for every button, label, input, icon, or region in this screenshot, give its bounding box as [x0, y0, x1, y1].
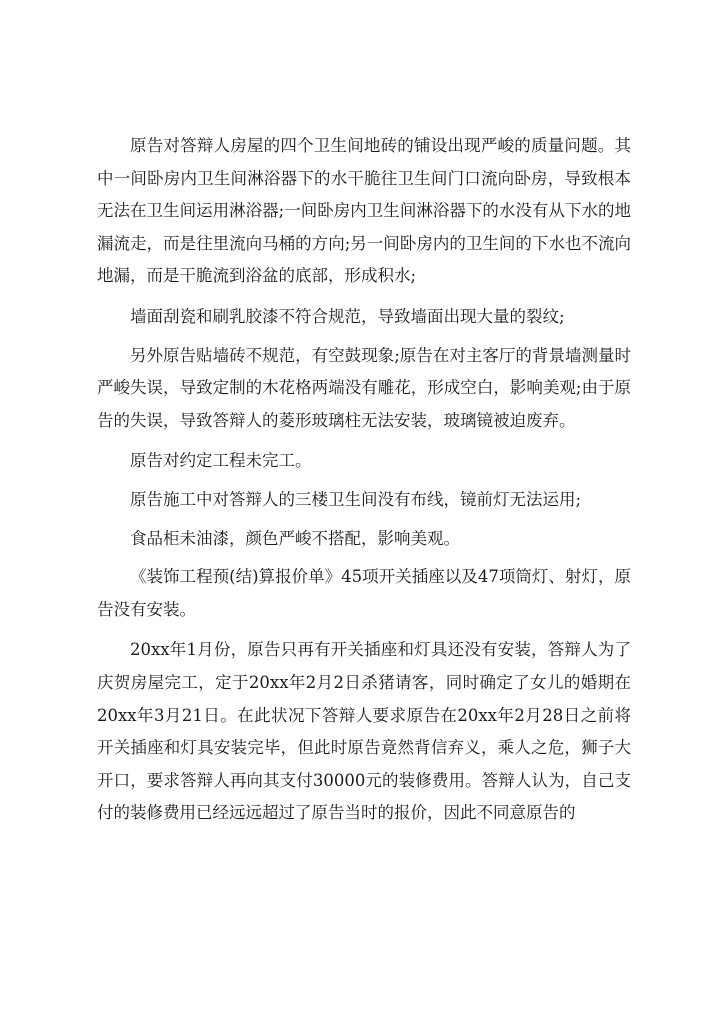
paragraph-bathroom-tiles: 原告对答辩人房屋的四个卫生间地砖的铺设出现严峻的质量问题。其中一间卧房内卫生间淋浴器下的水干脆往卫生间门口流向卧房，导致根本无法在卫生间运用淋浴器;一间卧房内卫生间淋浴器下的水没有从下水的地漏流走，而是往里流向马桶的方向;另一间卧房内的卫生间的下水也不流向地漏，而是干脆流到浴盆的底部，形成积水;: [97, 136, 631, 286]
paragraph-dispute: 20xx年1月份，原告只再有开关插座和灯具还没有安装，答辩人为了庆贺房屋完工，定于20xx年2月2日杀猪请客，同时确定了女儿的婚期在20xx年3月21日。在此状况下答辩人要求原告在20xx年2月28日之前将开关插座和灯具安装完毕，但此时原告竟然背信弃义，乘人之危，狮子大开口，要求答辩人再向其支付30000元的装修费用。答辩人认为，自己支付的装修费用已经远远超过了原告当时的报价，因此不同意原告的: [97, 640, 631, 823]
paragraph-cabinet: 食品柜未油漆，颜色严峻不搭配，影响美观。: [130, 528, 460, 548]
paragraph-wall-cracks: 墙面刮瓷和刷乳胶漆不符合规范，导致墙面出现大量的裂纹;: [130, 306, 565, 326]
paragraph-no-wiring: 原告施工中对答辩人的三楼卫生间没有布线，镜前灯无法运用;: [130, 489, 582, 509]
document-body: [97, 130, 631, 838]
paragraph-unfinished-work: 原告对约定工程未完工。: [130, 451, 312, 471]
paragraph-price-list: 《装饰工程预(结)算报价单》45项开关插座以及47项筒灯、射灯，原告没有安装。: [97, 567, 631, 619]
paragraph-wall-tiles: 另外原告贴墙砖不规范，有空鼓现象;原告在对主客厅的背景墙测量时严峻失误，导致定制的木花格两端没有雕花，形成空白，影响美观;由于原告的失误，导致答辩人的菱形玻璃柱无法安装，玻璃镜被迫废弃。: [97, 345, 631, 430]
